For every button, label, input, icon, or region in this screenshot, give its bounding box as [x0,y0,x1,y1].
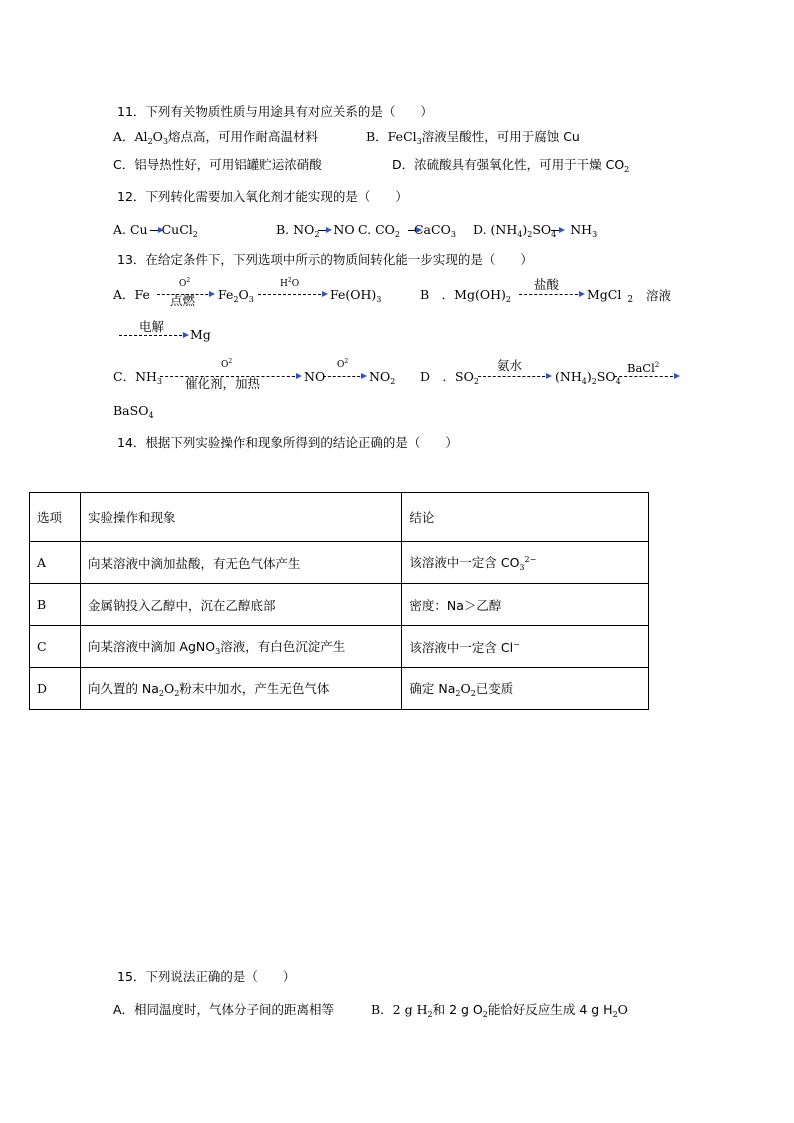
q12-a-arrow [150,230,162,231]
q13-a-fe2o3: $Fe_2O_3$ [218,287,254,304]
q13-stem: 13．在给定条件下，下列选项中所示的物质间转化能一步实现的是（ ） [117,252,533,267]
q13-b-cond1-top: 盐酸 [534,277,560,292]
q13-c-cond1-top: $O^2$ [221,358,233,370]
q12-option-d[interactable]: D. $(NH_4)_2SO_4$ $NH_3$ [473,222,598,239]
q12-option-a[interactable]: A. Cu CuCl$_2$ [113,222,198,239]
q12-b-arrow [318,230,330,231]
q13-d-arrow1 [478,376,550,377]
q11-stem: 11．下列有关物质性质与用途具有对应关系的是（ ） [117,104,433,119]
header-option: 选项 [30,493,81,542]
q13-a-arrow2 [258,294,326,295]
header-operation: 实验操作和现象 [80,493,401,542]
header-conclusion: 结论 [402,493,649,542]
q13-c-cond2-top: $O^2$ [337,358,349,370]
row-conclusion: 该溶液中一定含 Cl− [402,626,649,668]
table-row [30,542,649,584]
q13-d-cond2-top: BaCl$^2$ [627,361,660,375]
q13-b-arrow2 [119,335,187,336]
table-row [30,626,649,668]
row-option: C [30,626,81,668]
q15-option-b[interactable]: B．2 g $H_2$和 2 g $O_2$能恰好反应生成 4 g $H_2O$ [371,1002,628,1019]
q13-c-nh3[interactable]: C．$NH_3$ [113,369,162,386]
row-conclusion: 密度：Na＞乙醇 [402,584,649,626]
q13-d-cond1-top: 氨水 [497,358,523,373]
q13-d-so2[interactable]: D ．$SO_2$ [420,369,479,386]
q13-b-mg: Mg [190,327,211,342]
q13-a-cond2-top: $H^2O$ [280,277,300,289]
q12-option-c[interactable]: C. $CO_2$ CaCO$_3$ [358,222,456,239]
table-row [30,668,649,710]
row-operation: 向某溶液中滴加盐酸，有无色气体产生 [80,542,401,584]
q13-d-nh42so4: $(NH_4)_2SO_4$ [555,369,621,386]
q13-a-fe[interactable]: A．Fe [113,287,150,302]
q11-option-a[interactable]: A．$Al_2O_3$熔点高，可用作耐高温材料 [113,129,319,146]
row-option: B [30,584,81,626]
q15-option-a[interactable]: A．相同温度时，气体分子间的距离相等 [113,1002,335,1017]
q12-d-arrow [551,230,563,231]
q14-table [29,492,649,710]
q12-option-b[interactable]: B. $NO_2$ NO [276,222,355,239]
q13-a-cond1-bottom: 点燃 [170,293,196,308]
q15-stem: 15．下列说法正确的是（ ） [117,969,296,984]
q13-a-feoh3: $Fe(OH)_3$ [330,287,382,304]
q13-c-no2: $NO_2$ [369,369,396,386]
row-operation: 金属钠投入乙醇中，沉在乙醇底部 [80,584,401,626]
table-row [30,584,649,626]
q13-b-mgcl2: MgCl $_2$ [587,287,634,305]
row-operation: 向某溶液中滴加 AgNO$_3$溶液，有白色沉淀产生 [80,626,401,668]
row-option: D [30,668,81,710]
q13-d-baso4: BaSO$_4$ [113,403,154,420]
row-option: A [30,542,81,584]
q11-option-c[interactable]: C．铝导热性好，可用铝罐贮运浓硝酸 [113,157,322,172]
table-header-row [30,493,649,542]
q13-c-no: NO [304,369,326,384]
q14-stem: 14．根据下列实验操作和现象所得到的结论正确的是（ ） [117,435,458,450]
q13-a-cond1-top: $O^2$ [179,277,191,289]
q11-option-d[interactable]: D．浓硫酸具有强氧化性，可用于干燥 $CO_2$ [392,157,630,174]
q12-c-arrow [408,230,420,231]
q13-c-cond1-bottom: 催化剂，加热 [185,376,261,391]
row-conclusion: 确定 $Na_2O_2$已变质 [402,668,649,710]
q12-stem: 12．下列转化需要加入氧化剂才能实现的是（ ） [117,189,408,204]
q13-d-arrow2 [614,376,678,377]
row-operation: 向久置的 $Na_2O_2$粉末中加水，产生无色气体 [80,668,401,710]
q13-b-mgoh2[interactable]: B ．$Mg(OH)_2$ [420,287,511,304]
q13-b-cond2-top: 电解 [139,319,165,334]
q11-option-b[interactable]: B．FeCl$_3$溶液呈酸性，可用于腐蚀 Cu [366,129,580,146]
q13-b-arrow1 [519,294,583,295]
q13-c-arrow2 [323,376,365,377]
row-conclusion: 该溶液中一定含 $CO_3^{2-}$ [402,542,649,584]
q13-b-solution: 溶液 [646,288,672,303]
